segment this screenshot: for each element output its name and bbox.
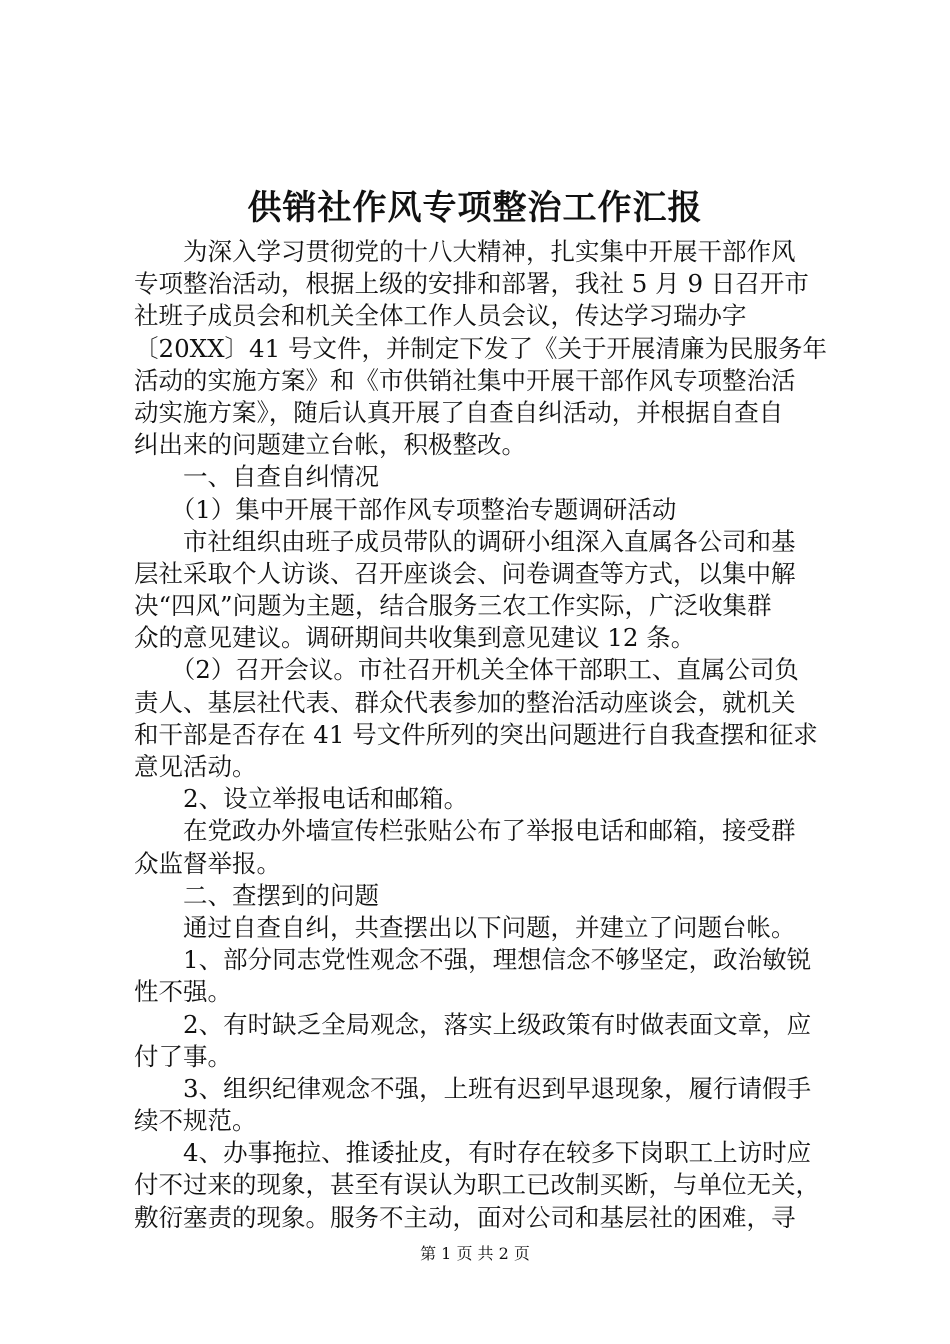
body-line: 为深入学习贯彻党的十八大精神，扎实集中开展干部作风 <box>134 237 796 266</box>
body-line: 动实施方案》，随后认真开展了自查自纠活动，并根据自查自 <box>134 397 784 427</box>
body-line: 在党政办外墙宣传栏张贴公布了举报电话和邮箱，接受群 <box>134 816 796 846</box>
section-heading: 一、自查自纠情况 <box>134 462 379 492</box>
subsection-heading: （1）集中开展干部作风专项整治专题调研活动 <box>134 494 677 524</box>
body-line: 专项整治活动，根据上级的安排和部署，我社 5 月 9 日召开市 <box>134 269 809 299</box>
document-title: 供销社作风专项整治工作汇报 <box>247 188 703 228</box>
body-line: 〔20XX〕41 号文件，并制定下发了《关于开展清廉为民服务年 <box>134 333 828 363</box>
body-line: 层社采取个人访谈、召开座谈会、问卷调查等方式，以集中解 <box>134 558 796 588</box>
body-line: 和干部是否存在 41 号文件所列的突出问题进行自我查摆和征求 <box>134 719 818 749</box>
document-body <box>134 236 834 1234</box>
body-line: 付不过来的现象，甚至有误认为职工已改制买断，与单位无关， <box>134 1170 820 1200</box>
body-line: 4、办事拖拉、推诿扯皮，有时存在较多下岗职工上访时应 <box>134 1138 812 1168</box>
section-heading: 二、查摆到的问题 <box>134 880 379 910</box>
subsection-heading: 2、设立举报电话和邮箱。 <box>134 784 469 814</box>
body-line: 社班子成员会和机关全体工作人员会议，传达学习瑞办字 <box>134 301 747 331</box>
body-line: 2、有时缺乏全局观念，落实上级政策有时做表面文章，应 <box>134 1009 812 1039</box>
body-line: 3、组织纪律观念不强，上班有迟到早退现象，履行请假手 <box>134 1073 812 1103</box>
body-line: 敷衍塞责的现象。服务不主动，面对公司和基层社的困难，寻 <box>134 1202 796 1232</box>
body-line: 责人、基层社代表、群众代表参加的整治活动座谈会，就机关 <box>134 687 796 717</box>
body-line: 活动的实施方案》和《市供销社集中开展干部作风专项整治活 <box>134 365 796 395</box>
body-line: 续不规范。 <box>134 1106 257 1136</box>
body-line: 付了事。 <box>134 1041 232 1071</box>
body-line: 1、部分同志党性观念不强，理想信念不够坚定，政治敏锐 <box>134 945 812 975</box>
body-line: 决“四风”问题为主题，结合服务三农工作实际，广泛收集群 <box>134 591 772 621</box>
body-line: 意见活动。 <box>134 752 257 781</box>
body-line: 众的意见建议。调研期间共收集到意见建议 12 条。 <box>134 623 696 653</box>
body-line: 纠出来的问题建立台帐，积极整改。 <box>134 430 526 460</box>
page-footer: 第 1 页 共 2 页 <box>420 1244 530 1263</box>
body-line: （2）召开会议。市社召开机关全体干部职工、直属公司负 <box>134 655 799 685</box>
body-line: 众监督举报。 <box>134 848 281 878</box>
body-line: 性不强。 <box>134 977 232 1007</box>
body-line: 通过自查自纠，共查摆出以下问题，并建立了问题台帐。 <box>134 912 796 942</box>
body-line: 市社组织由班子成员带队的调研小组深入直属各公司和基 <box>134 526 796 556</box>
